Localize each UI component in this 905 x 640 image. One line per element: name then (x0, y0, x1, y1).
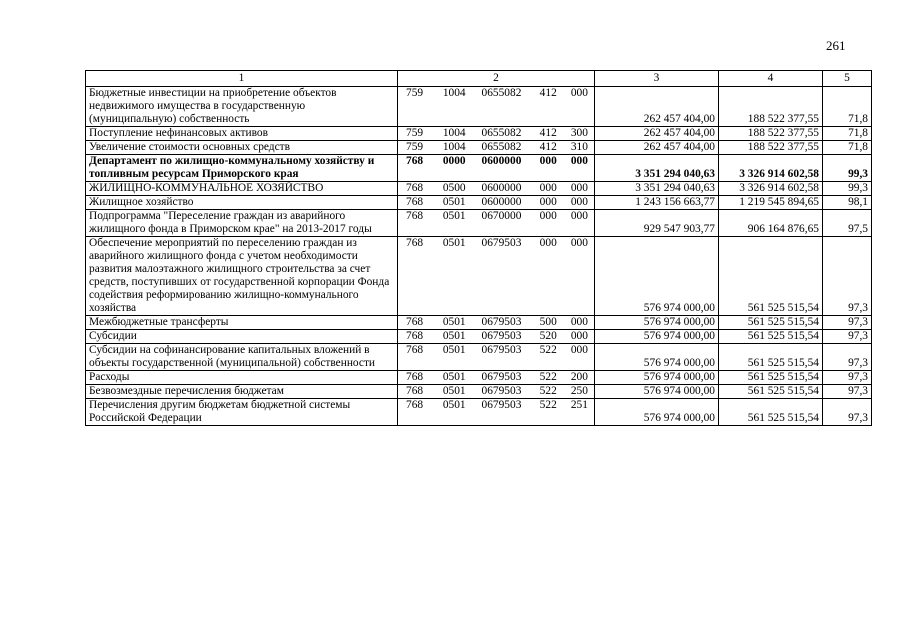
row-percent: 97,5 (823, 210, 872, 237)
code-target: 0679503 (481, 385, 522, 397)
code-kosgu: 251 (570, 399, 588, 411)
row-percent: 97,3 (823, 344, 872, 371)
code-admin: 768 (406, 385, 424, 397)
code-kosgu: 300 (570, 127, 588, 139)
code-expense-type: 412 (539, 87, 557, 99)
row-name: Бюджетные инвестиции на приобретение объектов недвижимого имущества в государственную (муниципальную) собственность (86, 87, 398, 127)
row-codes (398, 155, 595, 182)
code-target: 0655082 (481, 87, 522, 99)
code-target: 0679503 (481, 344, 522, 356)
code-expense-type: 412 (539, 141, 557, 153)
row-executed: 561 525 515,54 (719, 344, 823, 371)
row-name: Расходы (86, 371, 398, 385)
code-expense-type: 000 (539, 182, 557, 194)
row-planned: 576 974 000,00 (595, 371, 719, 385)
code-kosgu: 000 (570, 87, 588, 99)
row-percent: 71,8 (823, 141, 872, 155)
code-target: 0679503 (481, 330, 522, 342)
table-row (86, 87, 872, 127)
code-section: 0501 (442, 237, 466, 249)
header-col-1: 1 (86, 71, 398, 87)
code-target: 0600000 (481, 182, 522, 194)
code-target: 0679503 (481, 237, 522, 249)
row-name: ЖИЛИЩНО-КОММУНАЛЬНОЕ ХОЗЯЙСТВО (86, 182, 398, 196)
code-expense-type: 520 (539, 330, 557, 342)
row-codes (398, 344, 595, 371)
row-percent: 99,3 (823, 182, 872, 196)
code-expense-type: 522 (539, 385, 557, 397)
row-executed: 3 326 914 602,58 (719, 182, 823, 196)
code-target: 0600000 (481, 155, 522, 167)
row-codes (398, 237, 595, 316)
row-percent: 97,3 (823, 316, 872, 330)
code-kosgu: 000 (570, 155, 588, 167)
code-section: 0500 (442, 182, 466, 194)
code-section: 0501 (442, 316, 466, 328)
row-codes (398, 196, 595, 210)
row-executed: 188 522 377,55 (719, 127, 823, 141)
table-row (86, 155, 872, 182)
code-kosgu: 000 (570, 237, 588, 249)
code-section: 0501 (442, 385, 466, 397)
table-row (86, 182, 872, 196)
row-executed: 561 525 515,54 (719, 237, 823, 316)
code-section: 0000 (442, 155, 466, 167)
code-expense-type: 412 (539, 127, 557, 139)
table-row (86, 196, 872, 210)
row-name: Субсидии (86, 330, 398, 344)
code-section: 0501 (442, 371, 466, 383)
row-executed: 561 525 515,54 (719, 399, 823, 426)
code-expense-type: 000 (539, 210, 557, 222)
row-planned: 576 974 000,00 (595, 399, 719, 426)
code-admin: 759 (406, 87, 424, 99)
code-kosgu: 310 (570, 141, 588, 153)
row-planned: 576 974 000,00 (595, 330, 719, 344)
row-codes (398, 330, 595, 344)
row-name: Безвозмездные перечисления бюджетам (86, 385, 398, 399)
row-name: Увеличение стоимости основных средств (86, 141, 398, 155)
header-col-2: 2 (398, 71, 595, 87)
row-name: Жилищное хозяйство (86, 196, 398, 210)
row-name: Поступление нефинансовых активов (86, 127, 398, 141)
row-planned: 262 457 404,00 (595, 141, 719, 155)
code-kosgu: 000 (570, 344, 588, 356)
row-percent: 98,1 (823, 196, 872, 210)
row-planned: 576 974 000,00 (595, 344, 719, 371)
table-row (86, 385, 872, 399)
row-planned: 576 974 000,00 (595, 237, 719, 316)
row-codes (398, 399, 595, 426)
table-row (86, 141, 872, 155)
code-expense-type: 522 (539, 399, 557, 411)
code-kosgu: 000 (570, 210, 588, 222)
code-section: 1004 (442, 141, 466, 153)
row-executed: 3 326 914 602,58 (719, 155, 823, 182)
row-codes (398, 87, 595, 127)
header-col-5: 5 (823, 71, 872, 87)
code-section: 0501 (442, 344, 466, 356)
row-codes (398, 141, 595, 155)
code-expense-type: 522 (539, 371, 557, 383)
code-admin: 759 (406, 127, 424, 139)
row-name: Департамент по жилищно-коммунальному хозяйству и топливным ресурсам Приморского края (86, 155, 398, 182)
table-row (86, 127, 872, 141)
code-admin: 768 (406, 237, 424, 249)
row-codes (398, 210, 595, 237)
row-name: Межбюджетные трансферты (86, 316, 398, 330)
code-kosgu: 000 (570, 182, 588, 194)
code-admin: 768 (406, 196, 424, 208)
code-admin: 768 (406, 155, 424, 167)
row-codes (398, 182, 595, 196)
row-executed: 561 525 515,54 (719, 330, 823, 344)
row-executed: 906 164 876,65 (719, 210, 823, 237)
row-planned: 576 974 000,00 (595, 385, 719, 399)
code-expense-type: 500 (539, 316, 557, 328)
row-percent: 99,3 (823, 155, 872, 182)
code-expense-type: 000 (539, 196, 557, 208)
page-number: 261 (826, 38, 846, 53)
code-target: 0655082 (481, 141, 522, 153)
row-planned: 262 457 404,00 (595, 127, 719, 141)
budget-table (85, 70, 872, 426)
header-col-4: 4 (719, 71, 823, 87)
code-admin: 768 (406, 210, 424, 222)
code-target: 0679503 (481, 399, 522, 411)
row-codes (398, 385, 595, 399)
row-planned: 3 351 294 040,63 (595, 182, 719, 196)
row-name: Обеспечение мероприятий по переселению граждан из аварийного жилищного фонда с учетом необходимости развития малоэтажного жилищного строительства за счет средств, поступивших от государственной корпорации Фонда содействия реформированию жилищно-коммунального хозяйства (86, 237, 398, 316)
row-name: Перечисления другим бюджетам бюджетной системы Российской Федерации (86, 399, 398, 426)
row-percent: 97,3 (823, 330, 872, 344)
code-kosgu: 000 (570, 330, 588, 342)
header-col-3: 3 (595, 71, 719, 87)
code-section: 0501 (442, 210, 466, 222)
code-section: 0501 (442, 330, 466, 342)
row-percent: 97,3 (823, 385, 872, 399)
code-kosgu: 000 (570, 196, 588, 208)
table-row (86, 316, 872, 330)
row-percent: 71,8 (823, 87, 872, 127)
table-row (86, 371, 872, 385)
row-percent: 97,3 (823, 371, 872, 385)
code-expense-type: 522 (539, 344, 557, 356)
row-executed: 561 525 515,54 (719, 371, 823, 385)
row-executed: 188 522 377,55 (719, 87, 823, 127)
row-planned: 1 243 156 663,77 (595, 196, 719, 210)
row-codes (398, 316, 595, 330)
table-header-row (86, 71, 872, 87)
row-percent: 97,3 (823, 399, 872, 426)
table-row (86, 237, 872, 316)
table-row (86, 399, 872, 426)
table-row (86, 330, 872, 344)
code-section: 1004 (442, 127, 466, 139)
row-executed: 1 219 545 894,65 (719, 196, 823, 210)
row-percent: 71,8 (823, 127, 872, 141)
code-expense-type: 000 (539, 155, 557, 167)
code-admin: 768 (406, 344, 424, 356)
row-codes (398, 127, 595, 141)
code-section: 0501 (442, 196, 466, 208)
table-row (86, 210, 872, 237)
code-target: 0600000 (481, 196, 522, 208)
code-admin: 768 (406, 371, 424, 383)
code-section: 1004 (442, 87, 466, 99)
code-target: 0655082 (481, 127, 522, 139)
row-percent: 97,3 (823, 237, 872, 316)
row-planned: 262 457 404,00 (595, 87, 719, 127)
code-kosgu: 250 (570, 385, 588, 397)
code-admin: 768 (406, 399, 424, 411)
code-section: 0501 (442, 399, 466, 411)
row-name: Подпрограмма "Переселение граждан из аварийного жилищного фонда в Приморском крае" на 2013-2017 годы (86, 210, 398, 237)
code-target: 0679503 (481, 316, 522, 328)
code-kosgu: 200 (570, 371, 588, 383)
code-target: 0670000 (481, 210, 522, 222)
code-admin: 768 (406, 182, 424, 194)
row-name: Субсидии на софинансирование капитальных вложений в объекты государственной (муниципальной) собственности (86, 344, 398, 371)
row-executed: 561 525 515,54 (719, 385, 823, 399)
row-codes (398, 371, 595, 385)
code-admin: 768 (406, 316, 424, 328)
table-row (86, 344, 872, 371)
code-expense-type: 000 (539, 237, 557, 249)
row-executed: 188 522 377,55 (719, 141, 823, 155)
code-kosgu: 000 (570, 316, 588, 328)
code-admin: 768 (406, 330, 424, 342)
row-planned: 929 547 903,77 (595, 210, 719, 237)
row-executed: 561 525 515,54 (719, 316, 823, 330)
code-admin: 759 (406, 141, 424, 153)
row-planned: 576 974 000,00 (595, 316, 719, 330)
code-target: 0679503 (481, 371, 522, 383)
row-planned: 3 351 294 040,63 (595, 155, 719, 182)
